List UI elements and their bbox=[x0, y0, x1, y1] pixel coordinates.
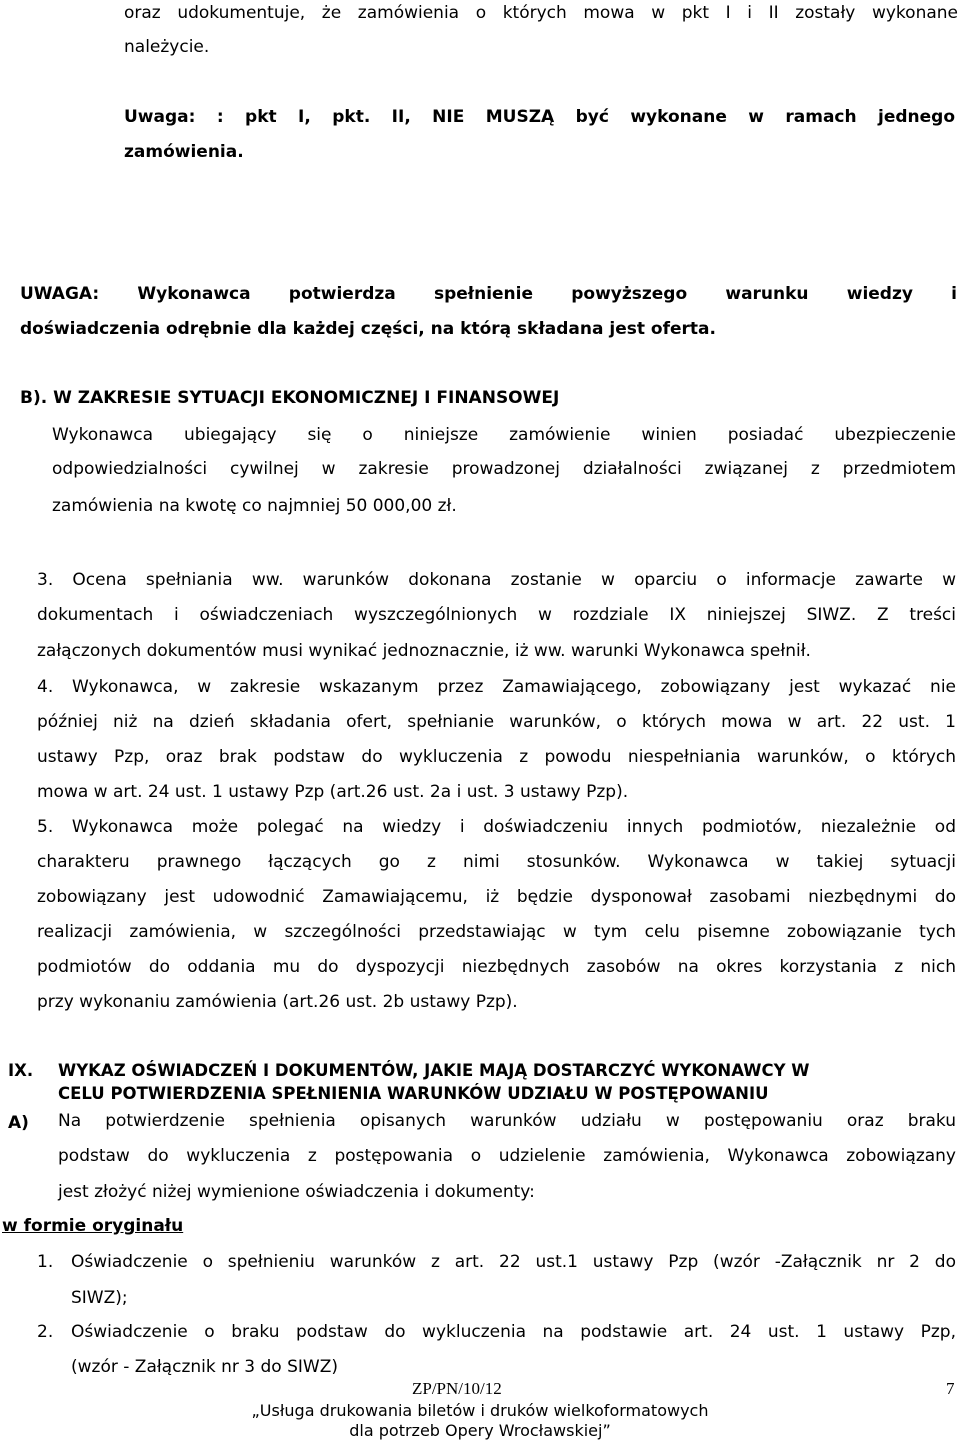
intro-line-1: oraz udokumentuje, że zamówienia o których mowa w pkt I i II zostały wykonane bbox=[124, 3, 958, 23]
footer-reference: ZP/PN/10/12 bbox=[412, 1379, 502, 1398]
point-3-line-2: dokumentach i oświadczeniach wyszczególnionych w rozdziale IX niniejszej SIWZ. Z treści bbox=[37, 605, 956, 625]
uwaga-note-line-2: zamówienia. bbox=[124, 142, 244, 162]
document-item-1-line-2: SIWZ); bbox=[71, 1288, 128, 1308]
point-4-line-2: później niż na dzień składania ofert, spełnianie warunków, o których mowa w art. 22 ust. 1 bbox=[37, 712, 956, 732]
section-ix-a-line-2: podstaw do wykluczenia z postępowania o udzielenie zamówienia, Wykonawca zobowiązany bbox=[58, 1146, 956, 1166]
footer-page-number: 7 bbox=[946, 1379, 955, 1398]
point-5-line-1: 5. Wykonawca może polegać na wiedzy i doświadczeniu innych podmiotów, niezależnie od bbox=[37, 817, 956, 837]
document-item-1-line-1: Oświadczenie o spełnieniu warunków z art. 22 ust.1 ustawy Pzp (wzór -Załącznik nr 2 do bbox=[71, 1252, 956, 1272]
section-ix-a-label: A) bbox=[8, 1113, 29, 1133]
section-b-line-1: Wykonawca ubiegający się o niniejsze zamówienie winien posiadać ubezpieczenie bbox=[52, 425, 956, 445]
point-4-line-3: ustawy Pzp, oraz brak podstaw do wykluczenia z powodu niespełniania warunków, o których bbox=[37, 747, 956, 767]
section-ix-title-line-2: CELU POTWIERDZENIA SPEŁNIENIA WARUNKÓW UDZIAŁU W POSTĘPOWANIU bbox=[58, 1084, 769, 1103]
section-b-line-2: odpowiedzialności cywilnej w zakresie prowadzonej działalności związanej z przedmiotem bbox=[52, 459, 956, 479]
point-5-line-3: zobowiązany jest udowodnić Zamawiającemu, iż będzie dysponował zasobami niezbędnymi do bbox=[37, 887, 956, 907]
uwaga-note-line-1: Uwaga: : pkt I, pkt. II, NIE MUSZĄ być wykonane w ramach jednego bbox=[124, 107, 955, 127]
uwaga-experience-line-2: doświadczenia odrębnie dla każdej części, na którą składana jest oferta. bbox=[20, 319, 716, 339]
footer-title-line-1: „Usługa drukowania biletów i druków wielkoformatowych bbox=[251, 1401, 709, 1420]
section-ix-number: IX. bbox=[8, 1061, 34, 1080]
point-5-line-6: przy wykonaniu zamówienia (art.26 ust. 2b ustawy Pzp). bbox=[37, 992, 518, 1012]
document-item-1-number: 1. bbox=[37, 1252, 54, 1272]
point-4-line-1: 4. Wykonawca, w zakresie wskazanym przez Zamawiającego, zobowiązany jest wykazać nie bbox=[37, 677, 956, 697]
point-3-line-3: załączonych dokumentów musi wynikać jednoznacznie, iż ww. warunki Wykonawca spełnił. bbox=[37, 641, 811, 661]
document-item-2-number: 2. bbox=[37, 1322, 54, 1342]
section-ix-title-line-1: WYKAZ OŚWIADCZEŃ I DOKUMENTÓW, JAKIE MAJĄ DOSTARCZYĆ WYKONAWCY W bbox=[58, 1061, 810, 1080]
point-4-line-4: mowa w art. 24 ust. 1 ustawy Pzp (art.26 ust. 2a i ust. 3 ustawy Pzp). bbox=[37, 782, 629, 802]
footer-title-line-2: dla potrzeb Opery Wrocławskiej” bbox=[349, 1421, 611, 1440]
section-b-line-3: zamówienia na kwotę co najmniej 50 000,00 zł. bbox=[52, 496, 457, 516]
section-b-heading: B). W ZAKRESIE SYTUACJI EKONOMICZNEJ I FINANSOWEJ bbox=[20, 388, 560, 408]
section-ix-a-line-1: Na potwierdzenie spełnienia opisanych warunków udziału w postępowaniu oraz braku bbox=[58, 1111, 956, 1131]
intro-line-2: należycie. bbox=[124, 37, 210, 57]
point-3-line-1: 3. Ocena spełniania ww. warunków dokonana zostanie w oparciu o informacje zawarte w bbox=[37, 570, 956, 590]
uwaga-experience-line-1: UWAGA: Wykonawca potwierdza spełnienie powyższego warunku wiedzy i bbox=[20, 284, 957, 304]
document-item-2-line-2: (wzór - Załącznik nr 3 do SIWZ) bbox=[71, 1357, 338, 1377]
point-5-line-4: realizacji zamówienia, w szczególności przedstawiając w tym celu pisemne zobowiązanie tych bbox=[37, 922, 956, 942]
point-5-line-2: charakteru prawnego łączących go z nimi stosunków. Wykonawca w takiej sytuacji bbox=[37, 852, 956, 872]
form-original-label: w formie oryginału bbox=[2, 1216, 184, 1236]
document-item-2-line-1: Oświadczenie o braku podstaw do wykluczenia na podstawie art. 24 ust. 1 ustawy Pzp, bbox=[71, 1322, 956, 1342]
point-5-line-5: podmiotów do oddania mu do dyspozycji niezbędnych zasobów na okres korzystania z nich bbox=[37, 957, 956, 977]
section-ix-a-line-3: jest złożyć niżej wymienione oświadczenia i dokumenty: bbox=[58, 1182, 535, 1202]
